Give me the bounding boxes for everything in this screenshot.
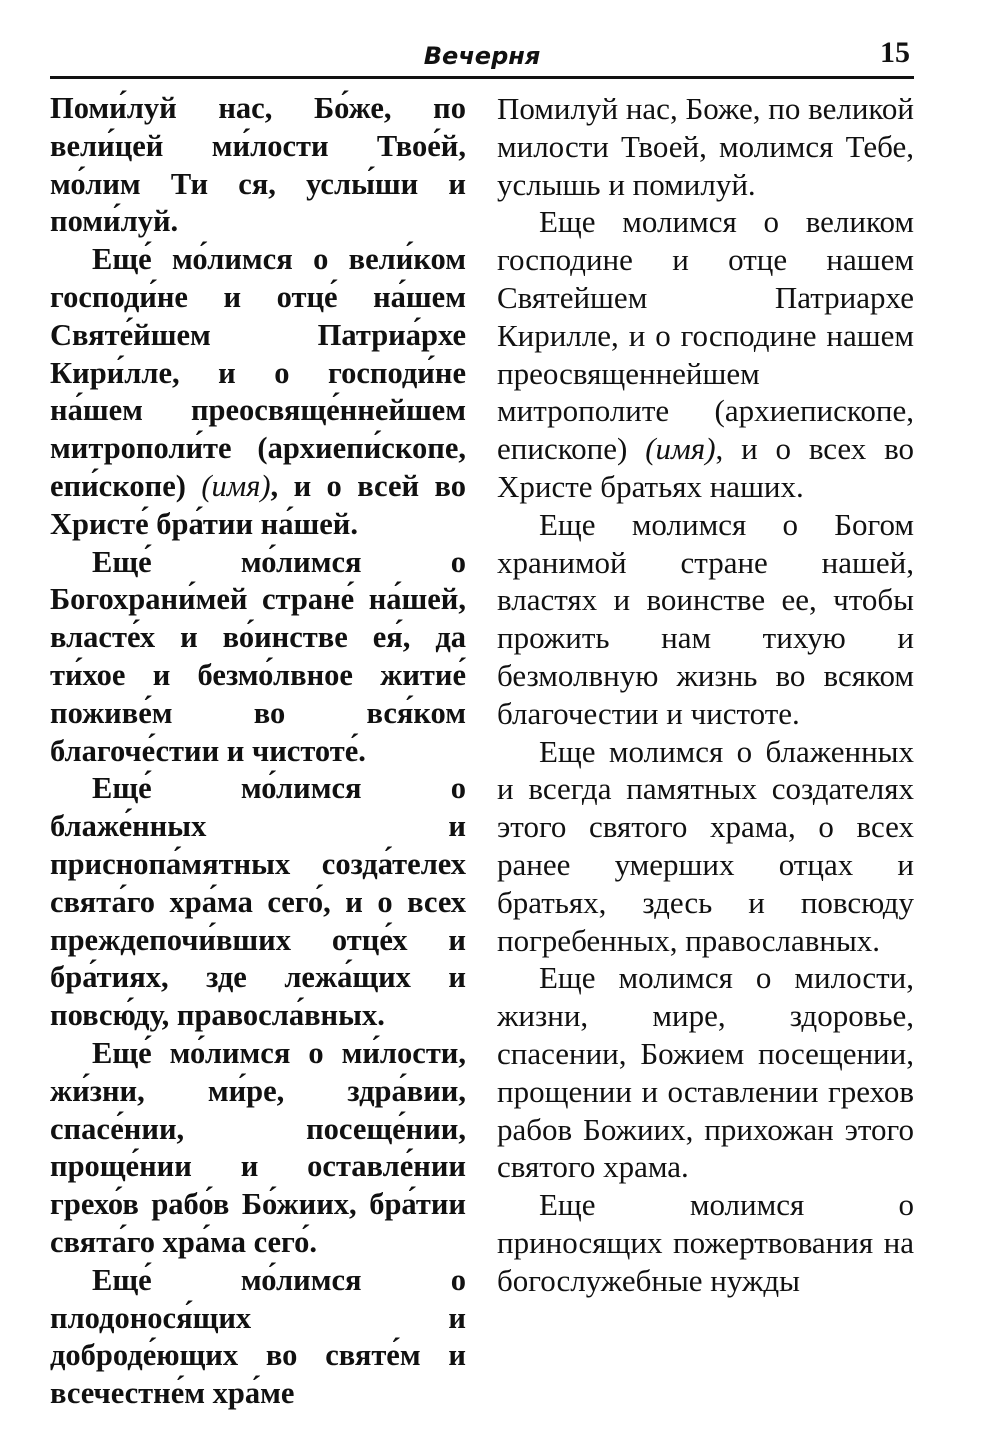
name-placeholder: (имя) <box>201 468 271 503</box>
russian-paragraph: Еще молимся о милости, жизни, мире, здоровье, спасении, Божием посещении, прощении и оставлении грехов рабов Божиих, прихожан этого святого храма. <box>497 960 914 1185</box>
name-placeholder: (имя) <box>645 431 716 467</box>
slavonic-paragraph: Еще́ мо́лимся о блаже́нных и приснопа́мятных созда́телех свята́го хра́ма сего́, и о всех преждепочи́вших отце́х и бра́тиях, зде лежа́щих и повсю́ду, правосла́вных. <box>50 771 466 1033</box>
slavonic-text: Еще́ мо́лимся о вели́ком господи́не и отце́ на́шем Святе́йшем Патриа́рхе Кири́лле, и о господи́не на́шем преосвяще́ннейшем митрополи́те (архиепи́скопе, епи́скопе) <box>50 242 466 503</box>
russian-text: , и о всех во Христе братьях наших. <box>497 431 914 504</box>
slavonic-paragraph: Еще́ мо́лимся о Богохрани́мей стране́ на́шей, власте́х и во́инстве ея́, да ти́хое и безмо́лвное житие́ поживе́м во вся́ком благоче́стии и чистоте́. <box>50 544 466 768</box>
russian-column <box>497 90 914 1450</box>
slavonic-paragraph: Еще́ мо́лимся о ми́лости, жи́зни, ми́ре, здра́вии, спасе́нии, посеще́нии, проще́нии и оставле́нии грехо́в рабо́в Бо́жиих, бра́тии свята́го хра́ма сего́. <box>50 1035 466 1259</box>
slavonic-paragraph: Поми́луй нас, Бо́же, по вели́цей ми́лости Твое́й, мо́лим Ти ся, услы́ши и поми́луй. <box>50 91 466 239</box>
slavonic-text: , и о всей во Христе́ бра́тии на́шей. <box>50 468 466 541</box>
running-header <box>50 36 914 76</box>
russian-text: Еще молимся о великом господине и отце нашем Святейшем Патриархе Кирилле, и о господине нашем преосвященнейшем митрополите (архиепископе, епископе) <box>497 204 914 467</box>
header-rule <box>50 76 914 79</box>
church-slavonic-column <box>50 90 466 1450</box>
russian-paragraph: Еще молимся о приносящих пожертвования на богослужебные нужды <box>497 1187 914 1298</box>
russian-paragraph: Еще молимся о Богом хранимой стране нашей, властях и воинстве ее, чтобы прожить нам тихую и безмолвную жизнь во всяком благочестии и чистоте. <box>497 506 914 731</box>
russian-paragraph: Еще молимся о блаженных и всегда памятных создателях этого святого храма, о всех ранее умерших отцах и братьях, здесь и повсюду погребенных, православных. <box>497 733 914 958</box>
running-title: Вечерня <box>423 42 541 70</box>
page-number: 15 <box>880 36 910 69</box>
russian-paragraph: Помилуй нас, Боже, по великой милости Твоей, молимся Тебе, услышь и помилуй. <box>497 91 914 202</box>
slavonic-paragraph <box>50 241 466 543</box>
slavonic-paragraph: Еще́ мо́лимся о плодонося́щих и доброде́ющих во святе́м и всечестне́м хра́ме <box>50 1262 466 1411</box>
russian-paragraph <box>497 203 914 505</box>
